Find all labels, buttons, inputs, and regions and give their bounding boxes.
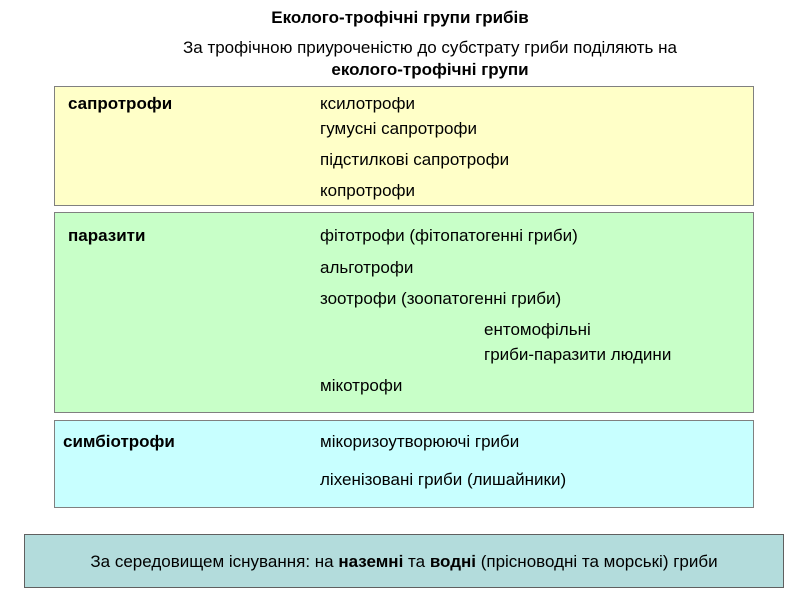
subtitle-line-1: За трофічною приуроченістю до субстрату гриби поділяють на [183,38,677,57]
saprotroph-item: підстилкові сапротрофи [320,150,510,169]
subtitle [110,37,750,81]
parasites-box [54,212,754,413]
saprotrophs-box [54,86,754,206]
saprotrophs-label: сапротрофи [68,94,173,113]
environment-box [24,534,784,588]
parasite-subitem: ентомофільні [484,320,591,339]
parasite-subitem: гриби-паразити людини [484,345,672,364]
environment-aquatic: водні [429,552,476,571]
environment-suffix: (прісноводні та морські) гриби [475,552,718,571]
page-title: Еколого-трофічні групи грибів [271,8,529,27]
environment-and: та [403,552,430,571]
parasite-item: мікотрофи [320,376,403,395]
symbiotrophs-label: симбіотрофи [63,432,175,451]
saprotroph-item: копротрофи [320,181,416,200]
subtitle-line-2: еколого-трофічні групи [331,60,529,79]
environment-prefix: За середовищем існування: на [90,552,339,571]
environment-terrestrial: наземні [338,552,404,571]
symbiotroph-item: мікоризоутворюючі гриби [320,432,520,451]
parasite-item: зоотрофи (зоопатогенні гриби) [320,289,562,308]
saprotroph-item: ксилотрофи [320,94,415,113]
saprotroph-item: гумусні сапротрофи [320,119,477,138]
symbiotroph-item: ліхенізовані гриби (лишайники) [320,470,567,489]
parasite-item: фітотрофи (фітопатогенні гриби) [320,226,578,245]
symbiotrophs-box [54,420,754,508]
parasite-item: альготрофи [320,258,414,277]
environment-text [25,552,783,572]
parasites-label: паразити [68,226,146,245]
